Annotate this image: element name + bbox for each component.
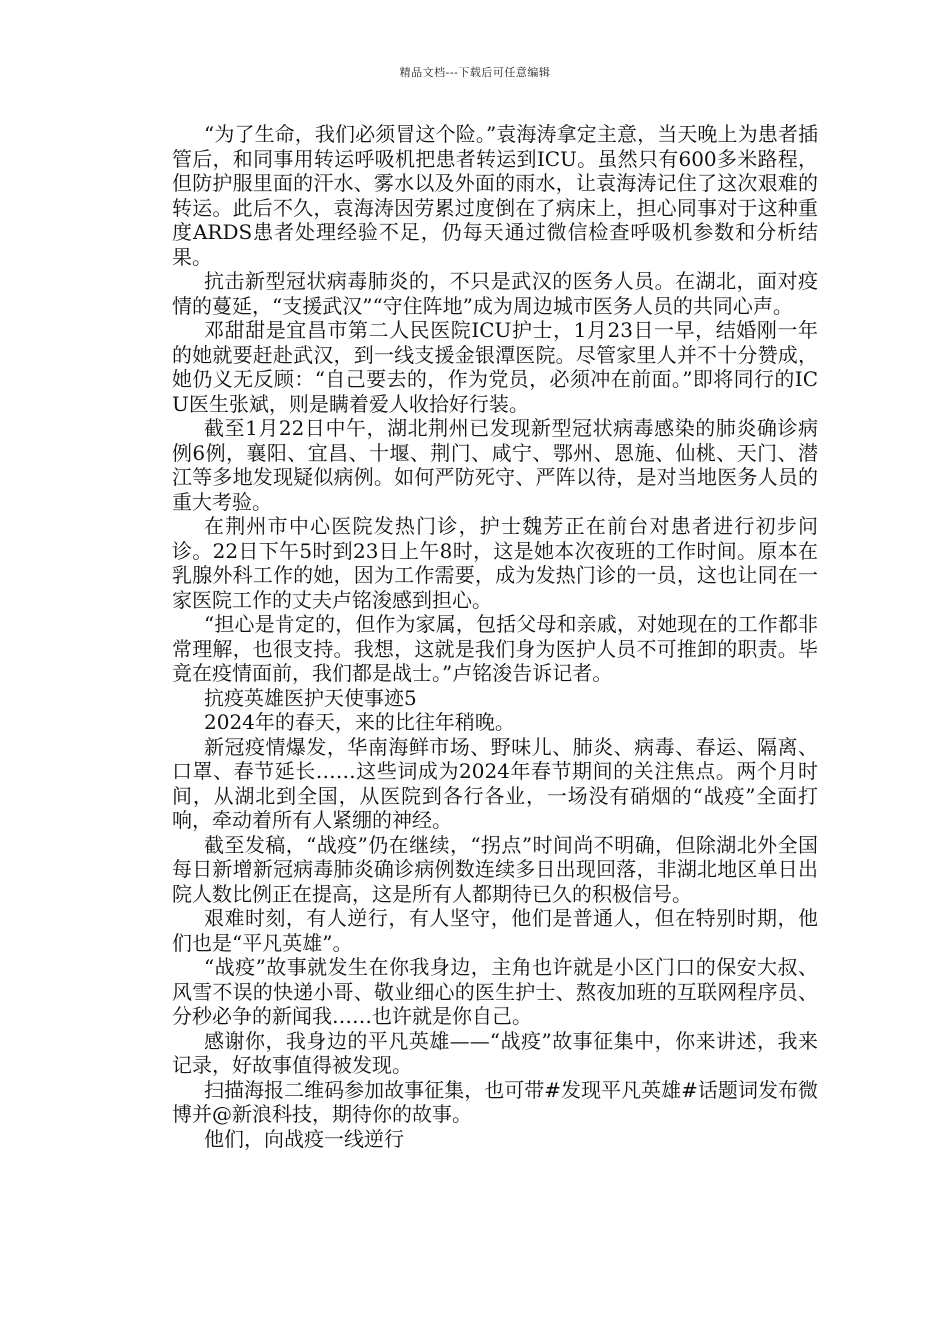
paragraph: 邓甜甜是宜昌市第二人民医院ICU护士，1月23日一早，结婚刚一年的她就要赶赴武汉，到一线支援金银潭医院。尽管家里人并不十分赞成，她仍义无反顾：“自己要去的，作为党员，必须冲在前面。”即将同行的ICU医生张斌，则是瞒着爱人收拾好行装。 <box>172 318 818 416</box>
page-header: 精品文档---下载后可任意编辑 <box>399 66 551 79</box>
paragraph: 在荆州市中心医院发热门诊，护士魏芳正在前台对患者进行初步问诊。22日下午5时到23日上午8时，这是她本次夜班的工作时间。原本在乳腺外科工作的她，因为工作需要，成为发热门诊的一员，这也让同在一家医院工作的丈夫卢铭浚感到担心。 <box>172 514 818 612</box>
paragraph: 他们，向战疫一线逆行 <box>204 1126 404 1151</box>
paragraph: 截至发稿，“战疫”仍在继续，“拐点”时间尚不明确，但除湖北外全国每日新增新冠病毒肺炎确诊病例数连续多日出现回落，非湖北地区单日出院人数比例正在提高，这是所有人都期待已久的积极信号。 <box>172 832 818 906</box>
paragraph: 截至1月22日中午，湖北荆州已发现新型冠状病毒感染的肺炎确诊病例6例，襄阳、宜昌、十堰、荆门、咸宁、鄂州、恩施、仙桃、天门、潜江等多地发现疑似病例。如何严防死守、严阵以待，是对当地医务人员的重大考验。 <box>172 416 818 514</box>
paragraph: 新冠疫情爆发，华南海鲜市场、野味儿、肺炎、病毒、春运、隔离、口罩、春节延长……这些词成为2024年春节期间的关注焦点。两个月时间，从湖北到全国，从医院到各行各业，一场没有硝烟的“战疫”全面打响，牵动着所有人紧绷的神经。 <box>172 734 818 832</box>
paragraph: 艰难时刻，有人逆行，有人坚守，他们是普通人，但在特别时期，他们也是“平凡英雄”。 <box>172 906 818 955</box>
paragraph: 感谢你，我身边的平凡英雄——“战疫”故事征集中，你来讲述，我来记录，好故事值得被发现。 <box>172 1028 818 1077</box>
paragraph: 2024年的春天，来的比往年稍晚。 <box>204 710 515 734</box>
paragraph: 抗击新型冠状病毒肺炎的，不只是武汉的医务人员。在湖北，面对疫情的蔓延，“支援武汉”“守住阵地”成为周边城市医务人员的共同心声。 <box>172 269 818 318</box>
paragraph: 扫描海报二维码参加故事征集，也可带#发现平凡英雄#话题词发布微博并@新浪科技，期待你的故事。 <box>172 1077 818 1126</box>
document-body <box>172 122 818 1151</box>
section-title: 抗疫英雄医护天使事迹5 <box>204 685 417 710</box>
paragraph: “战疫”故事就发生在你我身边，主角也许就是小区门口的保安大叔、风雪不误的快递小哥、敬业细心的医生护士、熬夜加班的互联网程序员、分秒必争的新闻我……也许就是你自己。 <box>172 955 818 1028</box>
paragraph: “担心是肯定的，但作为家属，包括父母和亲戚，对她现在的工作都非常理解，也很支持。我想，这就是我们身为医护人员不可推卸的职责。毕竟在疫情面前，我们都是战士。”卢铭浚告诉记者。 <box>172 612 818 685</box>
paragraph: “为了生命，我们必须冒这个险。”袁海涛拿定主意，当天晚上为患者插管后，和同事用转运呼吸机把患者转运到ICU。虽然只有600多米路程，但防护服里面的汗水、雾水以及外面的雨水，让袁海涛记住了这次艰难的转运。此后不久，袁海涛因劳累过度倒在了病床上，担心同事对于这种重度ARDS患者处理经验不足，仍每天通过微信检查呼吸机参数和分析结果。 <box>172 122 818 269</box>
